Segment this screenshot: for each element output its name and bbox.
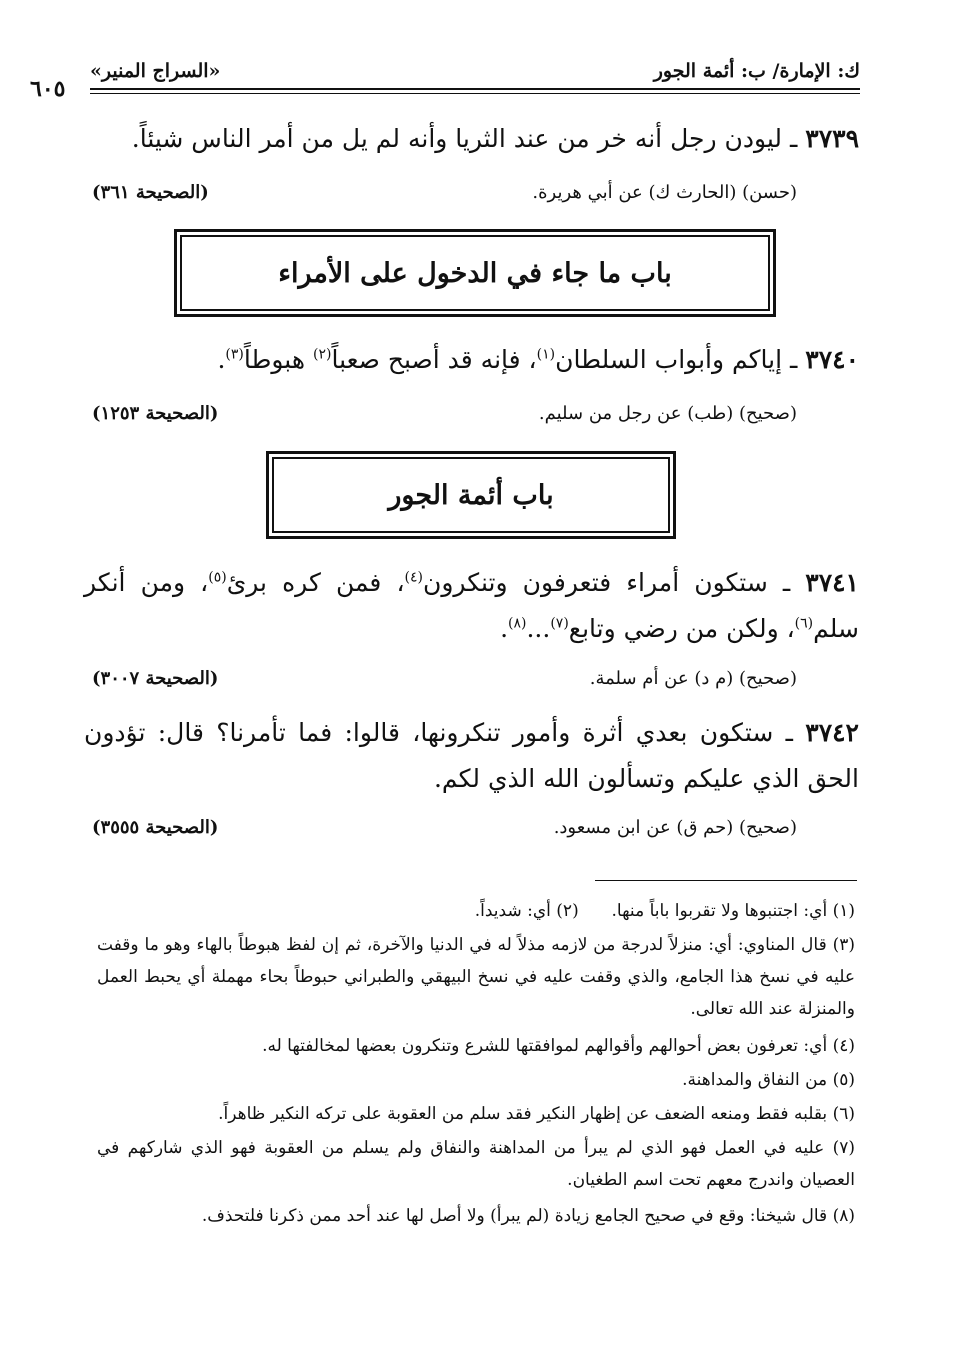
hadith-number: ٣٧٤٢ <box>805 718 859 747</box>
header-rule <box>90 88 860 90</box>
chapter-header-title: ك: الإمارة/ ب: أئمة الجور <box>653 60 860 82</box>
footnote-ref[interactable]: (٨) <box>508 615 527 632</box>
footnote-6 <box>97 1098 855 1130</box>
footnote-number: (٥) <box>832 1070 855 1090</box>
page-number: ٦٠٥ <box>30 76 66 102</box>
hadith-source: (صحيح) (طب) عن رجل من سليم. <box>538 403 797 424</box>
footnote-text: أي: شديداً. <box>474 901 551 921</box>
hadith-text: ستكون أمراء فتعرفون وتنكرون <box>422 568 768 597</box>
hadith-text: هبوطاً <box>243 345 313 374</box>
chapter-title: باب ما جاء في الدخول على الأمراء <box>278 257 672 289</box>
chapter-heading-box <box>174 229 776 317</box>
footnote-number: (٢) <box>556 901 579 921</box>
footnote-ref[interactable]: (٢) <box>312 346 332 363</box>
book-header-title: «السراج المنير» <box>90 60 221 82</box>
footnote-text: قال شيخنا: وقع في صحيح الجامع زيادة (لم يبرأ) ولا أصل لها عند أحد ممن ذكرنا فلتحذف. <box>201 1206 828 1226</box>
footnote-text: بقلبه فقط ومنعه الضعف عن إظهار النكير فقد سلم من العقوبة على تركه النكير ظاهراً. <box>218 1104 828 1124</box>
footnote-text: أي: تعرفون بعض أحوالهم وأقوالهم لموافقتها للشرع وتنكرون بعضها لمخالفتها له. <box>262 1036 828 1056</box>
hadith-text: ، فمن كره برئ <box>226 568 405 597</box>
header-rule <box>90 93 860 94</box>
hadith-source: (حسن) (الحارث ك) عن أبي هريرة. <box>532 182 797 203</box>
footnote-7 <box>97 1132 855 1196</box>
hadith-grade: (الصحيحة ٣٥٥٥) <box>92 817 219 838</box>
hadith-number: ٣٧٣٩ <box>805 124 859 153</box>
footnote-number: (٨) <box>832 1206 855 1226</box>
hadith-text: ستكون بعدي أثرة وأمور تنكرونها، قالوا: فما تأمرنا؟ قال: تؤدون الحق الذي عليكم وتسألون الله الذي لكم. <box>84 718 859 793</box>
footnote-text: قال المناوي: أي: منزلاً لدرجة من لازمه مذلاً له في الدنيا والآخرة، ثم إن لفظ هبوطاً بالهاء وهو ما وقفت عليه في نسخ هذا الجامع، والذي وقفت عليه في نسخ البيهقي والطبراني حبوطاً بحاء مهملة أي يحبط العمل والمنزلة عند الله تعالى. <box>97 935 855 1019</box>
hadith-text: ، ولكن من رضي وتابع <box>568 614 795 643</box>
hadith-text: ليودن رجل أنه خر من عند الثريا وأنه لم يل من أمر الناس شيئاً. <box>131 124 783 153</box>
footnote-text: عليه في العمل فهو الذي لم يبرأ من المداهنة والنفاق ولم يسلم من العقوبة فهو الذي شاركهم في العصيان واندرج معهم تحت اسم الطغيان. <box>97 1138 855 1190</box>
hadith-grade: (الصحيحة ١٢٥٣) <box>92 403 219 424</box>
chapter-title: باب أئمة الجور <box>388 479 554 511</box>
footnote-ref[interactable]: (٦) <box>794 615 814 632</box>
footnote-number: (١) <box>832 901 855 921</box>
footnote-ref[interactable]: (٤) <box>404 569 423 586</box>
footnote-1-2 <box>97 895 855 927</box>
hadith-3740: ٣٧٤٠ ـ إياكم وأبواب السلطان$^{(١)}$، فإنه قد أصبح صعباً$^{(٢)}$ هبوطاً$^{(٣)}$. <box>217 345 859 374</box>
hadith-text: ... <box>526 614 551 643</box>
running-header <box>30 58 860 102</box>
hadith-text: . <box>500 614 509 643</box>
footnote-8 <box>97 1200 855 1232</box>
hadith-grade: (الصحيحة ٣٠٠٧) <box>92 668 219 689</box>
footnote-4 <box>97 1030 855 1062</box>
footnote-number: (٣) <box>832 935 856 955</box>
hadith-3742: ٣٧٤٢ ـ ستكون بعدي أثرة وأمور تنكرونها، قالوا: فما تأمرنا؟ قال: تؤدون الحق الذي عليكم وتسألون الله الذي لكم. <box>84 718 859 793</box>
hadith-3739: ٣٧٣٩ ـ ليودن رجل أنه خر من عند الثريا وأنه لم يل من أمر الناس شيئاً. <box>131 124 859 153</box>
chapter-heading-box <box>266 451 676 539</box>
footnote-separator <box>595 880 857 881</box>
footnote-ref[interactable]: (٣) <box>225 346 244 363</box>
hadith-text: . <box>217 345 226 374</box>
hadith-number: ٣٧٤٠ <box>805 345 859 374</box>
hadith-grade: (الصحيحة ٣٦١) <box>92 182 209 203</box>
footnote-ref[interactable]: (٥) <box>208 569 227 586</box>
hadith-number: ٣٧٤١ <box>805 568 859 597</box>
hadith-3741: ٣٧٤١ ـ ستكون أمراء فتعرفون وتنكرون$^{(٤)}$، فمن كره برئ$^{(٥)}$، ومن أنكر سلم$^{(٦)}$، ولكن من رضي وتابع$^{(٧)}$...$^{(٨)}$. <box>84 568 859 643</box>
footnote-5 <box>97 1064 855 1096</box>
footnote-3 <box>97 929 855 1025</box>
footnote-ref[interactable]: (٧) <box>550 615 569 632</box>
hadith-source: (صحيح) (م د) عن أم سلمة. <box>589 668 797 689</box>
footnote-number: (٤) <box>832 1036 855 1056</box>
hadith-source: (صحيح) (حم ق) عن ابن مسعود. <box>553 817 797 838</box>
hadith-text: إياكم وأبواب السلطان <box>555 345 783 374</box>
footnote-text: من النفاق والمداهنة. <box>682 1070 828 1090</box>
footnote-number: (٧) <box>832 1138 855 1158</box>
footnote-number: (٦) <box>832 1104 855 1124</box>
hadith-text: ، ومن أنكر سلم <box>84 568 859 643</box>
footnote-text: أي: اجتنبوها ولا تقربوا باباً منها. <box>611 901 828 921</box>
hadith-text: ، فإنه قد أصبح صعباً <box>331 345 537 374</box>
footnote-ref[interactable]: (١) <box>536 346 556 363</box>
